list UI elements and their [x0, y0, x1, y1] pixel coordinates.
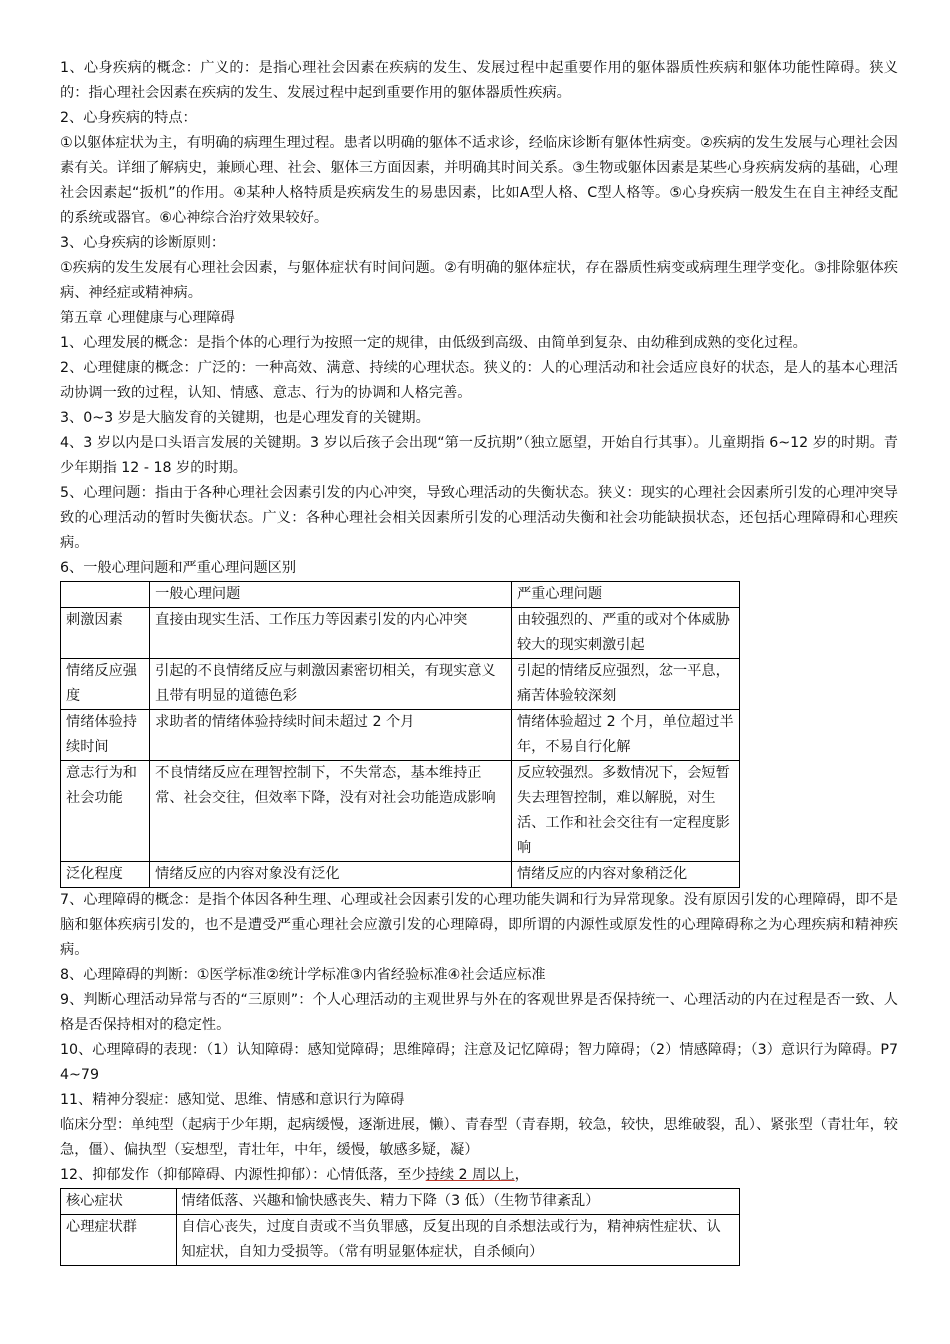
table-cell: 由较强烈的、严重的或对个体威胁较大的现实刺激引起	[511, 608, 739, 659]
table-cell: 自信心丧失，过度自责或不当负罪感，反复出现的自杀想法或行为，精神病性症状、认知症状，自知力受损等。（常有明显躯体症状，自杀倾向）	[176, 1215, 739, 1266]
para12-underlined: 持续 2 周以上	[425, 1167, 515, 1183]
table-row	[61, 1189, 740, 1215]
paragraph-a-9: 4、3 岁以内是口头语言发展的关键期。3 岁以后孩子会出现“第一反抗期”（独立愿望，开始自行其事）。儿童期指 6~12 岁的时期。青少年期指 12 - 18 岁的时期。	[60, 435, 898, 476]
table-cell: 不良情绪反应在理智控制下，不失常态，基本维持正常、社会交往，但效率下降，没有对社会功能造成影响	[150, 761, 512, 862]
paragraph-a-1: 2、心身疾病的特点：	[60, 110, 197, 126]
paragraph-a-3: 3、心身疾病的诊断原则：	[60, 235, 226, 251]
paragraph-a-10: 5、心理问题：指由于各种心理社会因素引发的内心冲突，导致心理活动的失衡状态。狭义：现实的心理社会因素所引发的心理冲突导致的心理活动的暂时失衡状态。广义：各种心理社会相关因素所引发的心理活动失衡和社会功能缺损状态，还包括心理障碍和心理疾病。	[60, 485, 898, 551]
table-cell: 严重心理问题	[511, 582, 739, 608]
table-row	[61, 710, 740, 761]
paragraph-a-4: ①疾病的发生发展有心理社会因素，与躯体症状有时间问题。②有明确的躯体症状，存在器质性病变或病理生理学变化。③排除躯体疾病、神经症或精神病。	[60, 260, 898, 301]
table-cell: 情绪低落、兴趣和愉快感丧失、精力下降（3 低）（生物节律紊乱）	[176, 1189, 739, 1215]
table-cell	[61, 582, 150, 608]
paragraph-b-4: 11、精神分裂症：感知觉、思维、情感和意识行为障碍	[60, 1092, 405, 1108]
table-cell: 引起的情绪反应强烈，忿一平息，痛苦体验较深刻	[511, 659, 739, 710]
table-row	[61, 1215, 740, 1266]
table-row	[61, 862, 740, 888]
table-header-row	[61, 582, 740, 608]
table-cell: 情绪反应的内容对象没有泛化	[150, 862, 512, 888]
paragraph-b-5: 临床分型：单纯型（起病于少年期，起病缓慢，逐渐进展，懒）、青春型（青春期，较急，较快，思维破裂，乱）、紧张型（青壮年，较急，僵）、偏执型（妄想型，青壮年，中年，缓慢，敏感多疑，凝）	[60, 1117, 898, 1158]
table-cell: 求助者的情绪体验持续时间未超过 2 个月	[150, 710, 512, 761]
table-cell: 反应较强烈。多数情况下，会短暂失去理智控制，难以解脱，对生活、工作和社会交往有一定程度影响	[511, 761, 739, 862]
table-cell: 意志行为和社会功能	[61, 761, 150, 862]
paragraph-a-11: 6、一般心理问题和严重心理问题区别	[60, 560, 297, 576]
table-cell: 情绪体验超过 2 个月，单位超过半年，不易自行化解	[511, 710, 739, 761]
paragraph-a-7: 2、心理健康的概念：广泛的：一种高效、满意、持续的心理状态。狭义的：人的心理活动和社会适应良好的状态，是人的基本心理活动协调一致的过程，认知、情感、意志、行为的协调和人格完善。	[60, 360, 898, 401]
paragraph-a-5: 第五章 心理健康与心理障碍	[60, 310, 235, 326]
paragraph-b-3: 10、心理障碍的表现：（1）认知障碍：感知觉障碍；思维障碍；注意及记忆障碍；智力障碍；（2）情感障碍；（3）意识行为障碍。P74~79	[60, 1042, 898, 1083]
paragraph-12	[60, 1163, 898, 1188]
table-cell: 心理症状群	[61, 1215, 177, 1266]
section-disorders	[60, 888, 898, 1163]
table-cell: 泛化程度	[61, 862, 150, 888]
table-cell: 情绪反应强度	[61, 659, 150, 710]
para12-prefix: 12、抑郁发作（抑郁障碍、内源性抑郁）：心情低落，至少	[60, 1167, 426, 1183]
paragraph-b-1: 8、心理障碍的判断：①医学标准②统计学标准③内省经验标准④社会适应标准	[60, 967, 546, 983]
paragraph-a-0: 1、心身疾病的概念：广义的：是指心理社会因素在疾病的发生、发展过程中起重要作用的躯体器质性疾病和躯体功能性障碍。狭义的：指心理社会因素在疾病的发生、发展过程中起到重要作用的躯体器质性疾病。	[60, 60, 898, 101]
table-cell: 核心症状	[61, 1189, 177, 1215]
table-row	[61, 608, 740, 659]
comparison-table	[60, 581, 740, 888]
table-cell: 直接由现实生活、工作压力等因素引发的内心冲突	[150, 608, 512, 659]
paragraph-a-2: ①以躯体症状为主，有明确的病理生理过程。患者以明确的躯体不适求诊，经临床诊断有躯体性病变。②疾病的发生发展与心理社会因素有关。详细了解病史，兼顾心理、社会、躯体三方面因素，并明确其时间关系。③生物或躯体因素是某些心身疾病发病的基础，心理社会因素起“扳机”的作用。④某种人格特质是疾病发生的易患因素，比如A型人格、C型人格等。⑤心身疾病一般发生在自主神经支配的系统或器官。⑥心神综合治疗效果较好。	[60, 135, 898, 226]
para12-suffix: ，	[514, 1167, 529, 1183]
table-cell: 情绪反应的内容对象稍泛化	[511, 862, 739, 888]
document-page	[60, 56, 898, 1266]
paragraph-a-6: 1、心理发展的概念：是指个体的心理行为按照一定的规律，由低级到高级、由简单到复杂、由幼稚到成熟的变化过程。	[60, 335, 807, 351]
table-row	[61, 659, 740, 710]
table-cell: 刺激因素	[61, 608, 150, 659]
table-row	[61, 761, 740, 862]
section-intro	[60, 56, 898, 581]
depression-table	[60, 1188, 740, 1266]
paragraph-a-8: 3、0~3 岁是大脑发育的关键期，也是心理发育的关键期。	[60, 410, 430, 426]
paragraph-b-0: 7、心理障碍的概念：是指个体因各种生理、心理或社会因素引发的心理功能失调和行为异常现象。没有原因引发的心理障碍，即不是脑和躯体疾病引发的，也不是遭受严重心理社会应激引发的心理障碍，即所谓的内源性或原发性的心理障碍称之为心理疾病和精神疾病。	[60, 892, 898, 958]
table-cell: 引起的不良情绪反应与刺激因素密切相关，有现实意义且带有明显的道德色彩	[150, 659, 512, 710]
table-cell: 情绪体验持续时间	[61, 710, 150, 761]
paragraph-b-2: 9、判断心理活动异常与否的“三原则”：个人心理活动的主观世界与外在的客观世界是否保持统一、心理活动的内在过程是否一致、人格是否保持相对的稳定性。	[60, 992, 898, 1033]
table-cell: 一般心理问题	[150, 582, 512, 608]
